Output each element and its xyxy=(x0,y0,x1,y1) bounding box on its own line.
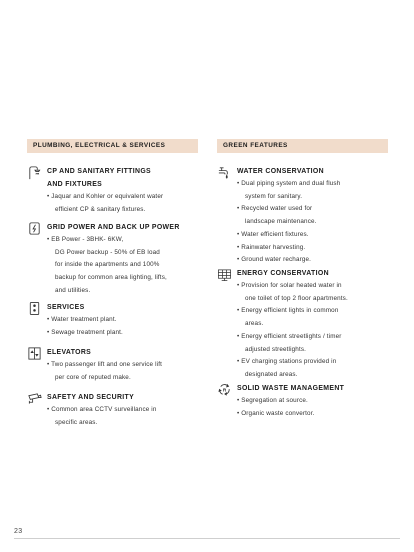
page-number: 23 xyxy=(14,528,23,535)
recycle-icon xyxy=(217,382,232,397)
green-features-header: GREEN FEATURES xyxy=(217,139,388,153)
solid-waste-management-section xyxy=(217,382,388,420)
water-tap-icon xyxy=(217,165,232,180)
list-item: specific areas. xyxy=(55,418,98,426)
list-item: landscape maintenance. xyxy=(245,218,317,226)
shower-icon xyxy=(27,165,42,180)
list-item: • Two passenger lift and one service lift xyxy=(47,361,162,368)
section-title-line: SERVICES xyxy=(47,304,85,311)
grid-power-section xyxy=(27,221,198,298)
section-title-line: AND FIXTURES xyxy=(47,181,103,188)
list-item: one toilet of top 2 floor apartments. xyxy=(245,294,348,302)
list-item: per core of reputed make. xyxy=(55,373,131,381)
list-item: areas. xyxy=(245,320,264,328)
services-panel-icon xyxy=(27,301,42,316)
list-item: DG Power backup - 50% of EB load xyxy=(55,248,160,256)
services-section xyxy=(27,301,198,339)
list-item: • Dual piping system and dual flush xyxy=(237,180,341,187)
list-item: efficient CP & sanitary fixtures. xyxy=(55,205,146,213)
section-title-line: SOLID WASTE MANAGEMENT xyxy=(237,385,345,392)
list-item: • EB Power - 3BHK- 6KW, xyxy=(47,236,124,243)
list-item: • Water treatment plant. xyxy=(47,316,117,323)
list-item: designated areas. xyxy=(245,370,298,378)
list-item: • Segregation at source. xyxy=(237,397,308,404)
cp-sanitary-fittings-section xyxy=(27,165,198,216)
list-item: • Provision for solar heated water in xyxy=(237,282,342,289)
section-title-line: WATER CONSERVATION xyxy=(237,168,324,175)
list-item: • Common area CCTV surveillance in xyxy=(47,406,157,413)
section-title-line: GRID POWER AND BACK UP POWER xyxy=(47,224,180,231)
list-item: system for sanitary. xyxy=(245,192,303,200)
list-item: • Sewage treatment plant. xyxy=(47,328,123,336)
power-plug-icon xyxy=(27,221,42,236)
safety-security-section xyxy=(27,391,198,429)
section-title-line: CP AND SANITARY FITTINGS xyxy=(47,168,151,175)
cctv-camera-icon xyxy=(27,391,42,406)
list-item: • Rainwater harvesting. xyxy=(237,243,306,251)
list-item: • Recycled water used for xyxy=(237,205,313,213)
footer-divider xyxy=(14,538,400,539)
solar-panel-icon xyxy=(217,267,232,282)
left-column xyxy=(27,139,198,426)
list-item: • Jaquar and Kohler or equivalent water xyxy=(47,193,164,200)
section-title-line: ENERGY CONSERVATION xyxy=(237,270,329,277)
list-item: • Energy efficient lights in common xyxy=(237,307,339,315)
list-item: backup for common area lighting, lifts, xyxy=(55,274,167,282)
list-item: • Energy efficient streetlights / timer xyxy=(237,332,342,340)
elevator-icon xyxy=(27,346,42,361)
section-title-line: ELEVATORS xyxy=(47,349,92,356)
water-conservation-section xyxy=(217,165,388,267)
list-item: • Organic waste convertor. xyxy=(237,409,315,417)
energy-conservation-section xyxy=(217,267,388,382)
elevators-section xyxy=(27,346,198,384)
list-item: • Ground water recharge. xyxy=(237,256,312,264)
list-item: • Water efficient fixtures. xyxy=(237,230,309,238)
list-item: and utilities. xyxy=(55,286,91,294)
svg-text:R: R xyxy=(222,387,227,393)
right-column xyxy=(217,139,388,417)
plumbing-electrical-services-header: PLUMBING, ELECTRICAL & SERVICES xyxy=(27,139,198,153)
list-item: adjusted streetlights. xyxy=(245,345,307,353)
section-title-line: SAFETY AND SECURITY xyxy=(47,394,135,401)
list-item: for inside the apartments and 100% xyxy=(55,261,160,269)
list-item: • EV charging stations provided in xyxy=(237,358,337,366)
